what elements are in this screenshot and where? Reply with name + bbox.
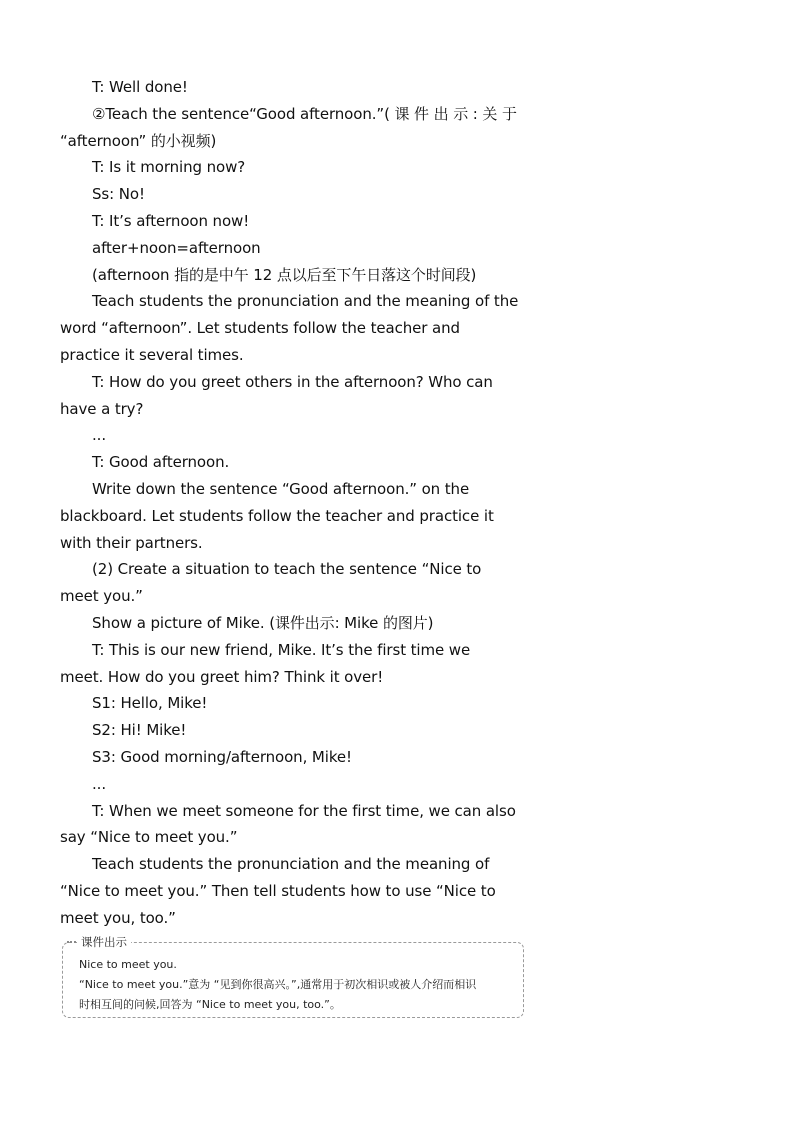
text-line: (afternoon 指的是中午 12 点以后至下午日落这个时间段) — [92, 265, 477, 284]
text-line: practice it several times. — [60, 345, 244, 364]
text-line: blackboard. Let students follow the teacher and practice it — [60, 506, 494, 525]
text-line: “Nice to meet you.” Then tell students how to use “Nice to — [60, 881, 496, 900]
text-line: (2) Create a situation to teach the sentence “Nice to — [92, 560, 482, 579]
courseware-box-body — [79, 955, 515, 1015]
box-line: “Nice to meet you.”意为 “见到你很高兴。”,通常用于初次相识或被人介绍而相识 — [79, 978, 477, 991]
text-line: T: How do you greet others in the afternoon? Who can — [92, 372, 493, 391]
text-line: meet you, too.” — [60, 908, 176, 927]
courseware-box-title — [77, 934, 131, 950]
text-line: T: When we meet someone for the first time, we can also — [92, 801, 516, 820]
text-line: ②Teach the sentence“Good afternoon.”( 课 件 出 示 : 关 于 — [92, 104, 517, 123]
text-line: S3: Good morning/afternoon, Mike! — [92, 747, 352, 766]
text-line: say “Nice to meet you.” — [60, 828, 238, 847]
text-line: meet you.” — [60, 587, 143, 606]
text-line: ... — [92, 426, 107, 445]
courseware-box — [62, 935, 524, 1018]
title-dots-decoration — [67, 941, 76, 943]
text-line: word “afternoon”. Let students follow the teacher and — [60, 319, 460, 338]
text-line: Show a picture of Mike. (课件出示: Mike 的图片) — [92, 613, 434, 632]
courseware-box-title-text: 课件出示 — [81, 935, 127, 949]
text-line: “afternoon” 的小视频) — [60, 131, 217, 150]
text-line: T: It’s afternoon now! — [92, 211, 250, 230]
text-line: Teach students the pronunciation and the meaning of the — [92, 292, 519, 311]
text-line: S1: Hello, Mike! — [92, 694, 208, 713]
text-line: meet. How do you greet him? Think it over! — [60, 667, 384, 686]
text-line: Teach students the pronunciation and the meaning of — [92, 855, 490, 874]
text-line: S2: Hi! Mike! — [92, 721, 187, 740]
text-line: ... — [92, 774, 107, 793]
text-line: have a try? — [60, 399, 144, 418]
text-line: with their partners. — [60, 533, 203, 552]
text-line: after+noon=afternoon — [92, 238, 261, 257]
lesson-text — [60, 74, 530, 932]
box-line: Nice to meet you. — [79, 958, 177, 971]
text-line: T: Is it morning now? — [92, 158, 246, 177]
text-line: T: Good afternoon. — [92, 453, 230, 472]
text-line: Ss: No! — [92, 185, 145, 204]
text-line: T: This is our new friend, Mike. It’s the first time we — [92, 640, 471, 659]
box-line: 时相互间的问候,回答为 “Nice to meet you, too.”。 — [79, 998, 341, 1011]
text-line: Write down the sentence “Good afternoon.” on the — [92, 479, 470, 498]
text-line: T: Well done! — [92, 78, 188, 96]
